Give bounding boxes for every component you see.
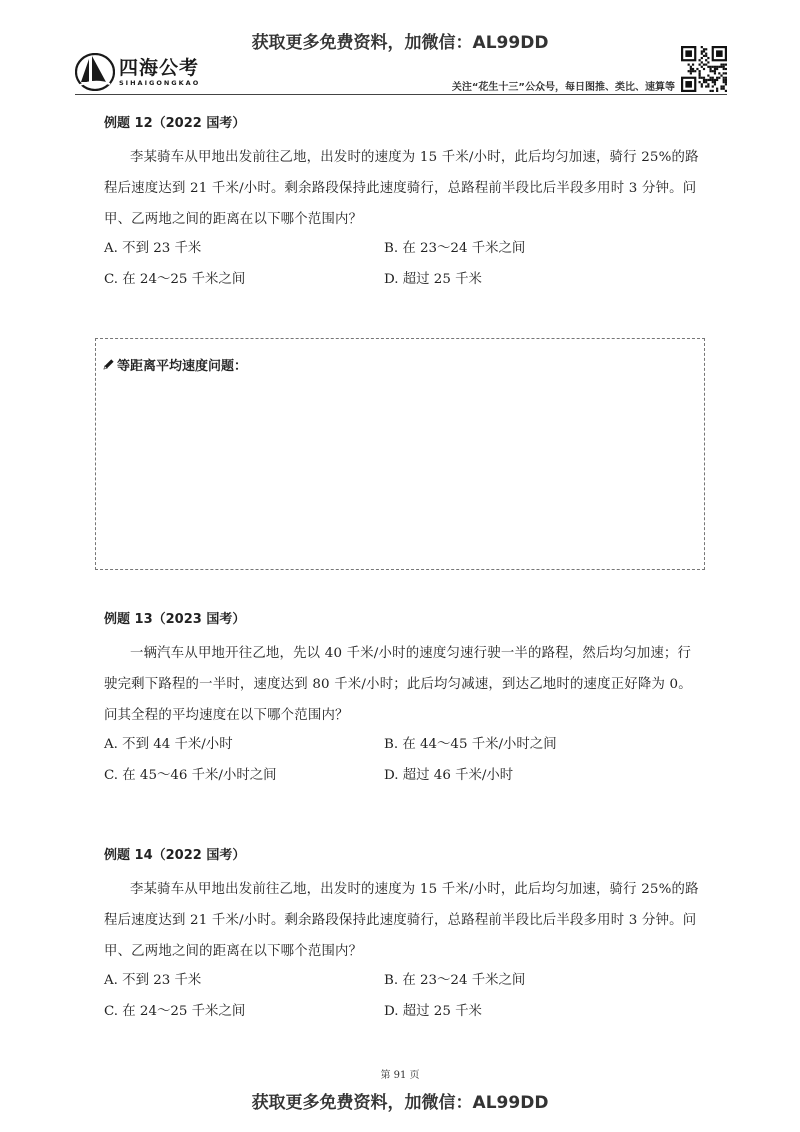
example-question: 李某骑车从甲地出发前往乙地，出发时的速度为 15 千米/小时，此后均匀加速，骑行 25%的路程后速度达到 21 千米/小时。剩余路段保持此速度骑行，总路程前半段比后半段多用时 3 分钟。问甲、乙两地之间的距离在以下哪个范围内？ xyxy=(104,150,699,227)
option-a: A. 不到 23 千米 xyxy=(104,973,202,988)
header-slogan: 关注“花生十三”公众号，每日图推、类比、速算等 xyxy=(451,82,675,93)
option-b: B. 在 23～24 千米之间 xyxy=(384,241,526,256)
page-number: 第 91 页 xyxy=(380,1070,420,1081)
note-box xyxy=(95,338,705,570)
option-d: D. 超过 46 千米/小时 xyxy=(384,768,514,783)
logo-name: 四海公考 xyxy=(119,57,200,79)
example-block xyxy=(104,610,704,786)
example-question: 李某骑车从甲地出发前往乙地，出发时的速度为 15 千米/小时，此后均匀加速，骑行 25%的路程后速度达到 21 千米/小时。剩余路段保持此速度骑行，总路程前半段比后半段多用时 3 分钟。问甲、乙两地之间的距离在以下哪个范围内？ xyxy=(104,882,699,959)
note-title-text: 等距离平均速度问题： xyxy=(117,359,248,374)
example-question: 一辆汽车从甲地开往乙地，先以 40 千米/小时的速度匀速行驶一半的路程，然后均匀加速；行驶完剩下路程的一半时，速度达到 80 千米/小时；此后均匀减速，到达乙地时的速度正好降为 0。问其全程的平均速度在以下哪个范围内？ xyxy=(104,646,692,723)
example-block xyxy=(104,114,704,290)
pencil-icon xyxy=(102,358,115,371)
option-a: A. 不到 23 千米 xyxy=(104,241,202,256)
option-a: A. 不到 44 千米/小时 xyxy=(104,737,233,752)
example-title: 例题 13（2023 国考） xyxy=(104,612,246,627)
option-b: B. 在 23～24 千米之间 xyxy=(384,973,526,988)
qr-code-icon xyxy=(681,46,727,92)
example-title: 例题 12（2022 国考） xyxy=(104,116,246,131)
option-c: C. 在 24～25 千米之间 xyxy=(104,1004,246,1019)
option-c: C. 在 45～46 千米/小时之间 xyxy=(104,768,277,783)
logo xyxy=(75,52,200,92)
option-d: D. 超过 25 千米 xyxy=(384,272,482,287)
page-header xyxy=(75,50,727,94)
option-c: C. 在 24～25 千米之间 xyxy=(104,272,246,287)
logo-pinyin: SIHAIGONGKAO xyxy=(119,79,201,87)
example-block xyxy=(104,846,704,1022)
example-title: 例题 14（2022 国考） xyxy=(104,848,246,863)
note-title xyxy=(102,355,247,374)
header-divider xyxy=(75,94,727,95)
option-list xyxy=(104,735,704,786)
option-list xyxy=(104,971,704,1022)
bottom-banner: 获取更多免费资料，加微信：AL99DD xyxy=(251,1093,549,1113)
option-d: D. 超过 25 千米 xyxy=(384,1004,482,1019)
top-banner: 获取更多免费资料，加微信：AL99DD xyxy=(251,33,549,53)
option-b: B. 在 44～45 千米/小时之间 xyxy=(384,737,557,752)
option-list xyxy=(104,239,704,290)
sail-logo-icon xyxy=(75,53,115,91)
